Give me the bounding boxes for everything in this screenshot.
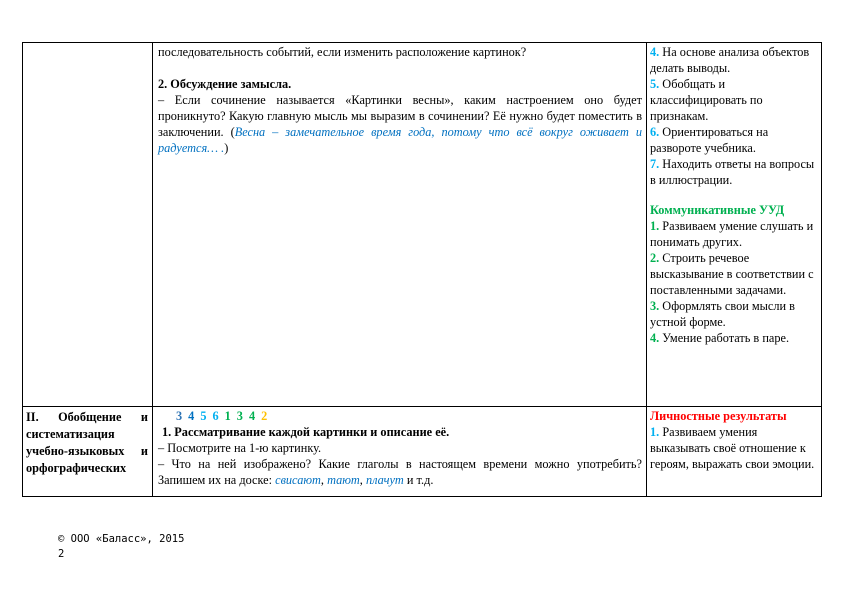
list-item: [650, 76, 818, 124]
table-border-left: [22, 42, 23, 497]
copyright: © ООО «Баласс», 2015: [58, 533, 185, 545]
list-item: [650, 124, 818, 156]
stage-number: 1: [224, 409, 231, 423]
content-line-2: – Посмотрите на 1-ю картинку.: [158, 441, 322, 455]
table-divider-2: [646, 42, 647, 497]
page-number: 2: [58, 548, 65, 560]
list-item: [650, 156, 818, 188]
list-item-num: 1.: [650, 219, 660, 233]
paragraph-text-2: – Что на ней изображено? Какие глаголы в настоящем времени можно употребить? Запишем их на доске:: [158, 457, 642, 487]
stage-name: II. Обобщение и систематизация учебно-языковых и орфографических: [26, 410, 148, 475]
list-item-num: 6.: [650, 125, 660, 139]
content-line: последовательность событий, если изменить расположение картинок?: [158, 45, 527, 59]
verb-2: тают: [327, 473, 360, 487]
stage-number: 3: [236, 409, 243, 423]
stage-number: 2: [261, 409, 268, 423]
list-item: [650, 44, 818, 76]
stage-number: 3: [176, 409, 183, 423]
row2-content: [158, 408, 642, 488]
list-item-text: Развиваем умение слушать и понимать других.: [650, 219, 814, 249]
table-border-right: [821, 42, 822, 497]
list-item-num: 2.: [650, 251, 660, 265]
list-item-num: 7.: [650, 157, 660, 171]
italic-answer: Весна – замечательное время года, потому что всё вокруг оживает и радуется… .: [158, 125, 642, 155]
stage-number: 4: [248, 409, 256, 423]
list-item-text: Обобщать и классифицировать по признакам.: [650, 77, 763, 123]
row2-lichn: [650, 408, 818, 472]
lichn-item-num: 1.: [650, 425, 660, 439]
lichn-item-text: Развиваем умения выказывать своё отношение к героям, выражать свои эмоции.: [650, 425, 815, 471]
list-item: [650, 250, 818, 298]
section-heading-2: 1. Рассматривание каждой картинки и описание её.: [162, 425, 450, 439]
list-item-num: 5.: [650, 77, 660, 91]
list-item-text: Строить речевое высказывание в соответствии с поставленными задачами.: [650, 251, 814, 297]
list-item-num: 4.: [650, 331, 660, 345]
list-item: [650, 298, 818, 330]
lesson-table: [22, 42, 822, 497]
list-item-num: 4.: [650, 45, 660, 59]
section-heading: 2. Обсуждение замысла.: [158, 77, 292, 91]
lichn-title: Личностные результаты: [650, 409, 787, 423]
content-paragraph: [158, 92, 642, 156]
list-item: [650, 330, 818, 346]
table-border-top: [22, 42, 822, 43]
row-divider: [22, 406, 822, 407]
paragraph-end-2: и т.д.: [403, 473, 434, 487]
table-divider-1: [152, 42, 153, 497]
paragraph-text: – Если сочинение называется «Картинки весны», каким настроением оно будет проникнуто? Какую главную мысль мы выразим в сочинении? Её нужно будет поместить в заключении. (: [158, 93, 642, 139]
list-item-num: 3.: [650, 299, 660, 313]
verb-3: плачут: [365, 473, 404, 487]
stage-numbers: [158, 408, 642, 424]
stage-number: 4: [188, 409, 195, 423]
list-item-text: Находить ответы на вопросы в иллюстрации.: [650, 157, 815, 187]
list-item-text: Оформлять свои мысли в устной форме.: [650, 299, 795, 329]
row1-content: [158, 44, 642, 156]
stage-number: 5: [200, 409, 207, 423]
stage-number: 6: [212, 409, 219, 423]
table-border-bottom: [22, 496, 822, 497]
verb-1: свисают: [275, 473, 321, 487]
row1-uud: [650, 44, 818, 346]
paragraph-end: ): [224, 141, 229, 155]
list-item-text: Умение работать в паре.: [659, 331, 790, 345]
lichn-item: [650, 424, 818, 472]
komm-title: Коммуникативные УУД: [650, 203, 785, 217]
list-item-text: Ориентироваться на развороте учебника.: [650, 125, 769, 155]
list-item-text: На основе анализа объектов делать выводы.: [650, 45, 810, 75]
content-paragraph-2: – Что на ней изображено? Какие глаголы в настоящем времени можно употребить? Запишем их на доске: свисают, тают, плачут и т.д.: [158, 457, 642, 487]
list-item: [650, 218, 818, 250]
